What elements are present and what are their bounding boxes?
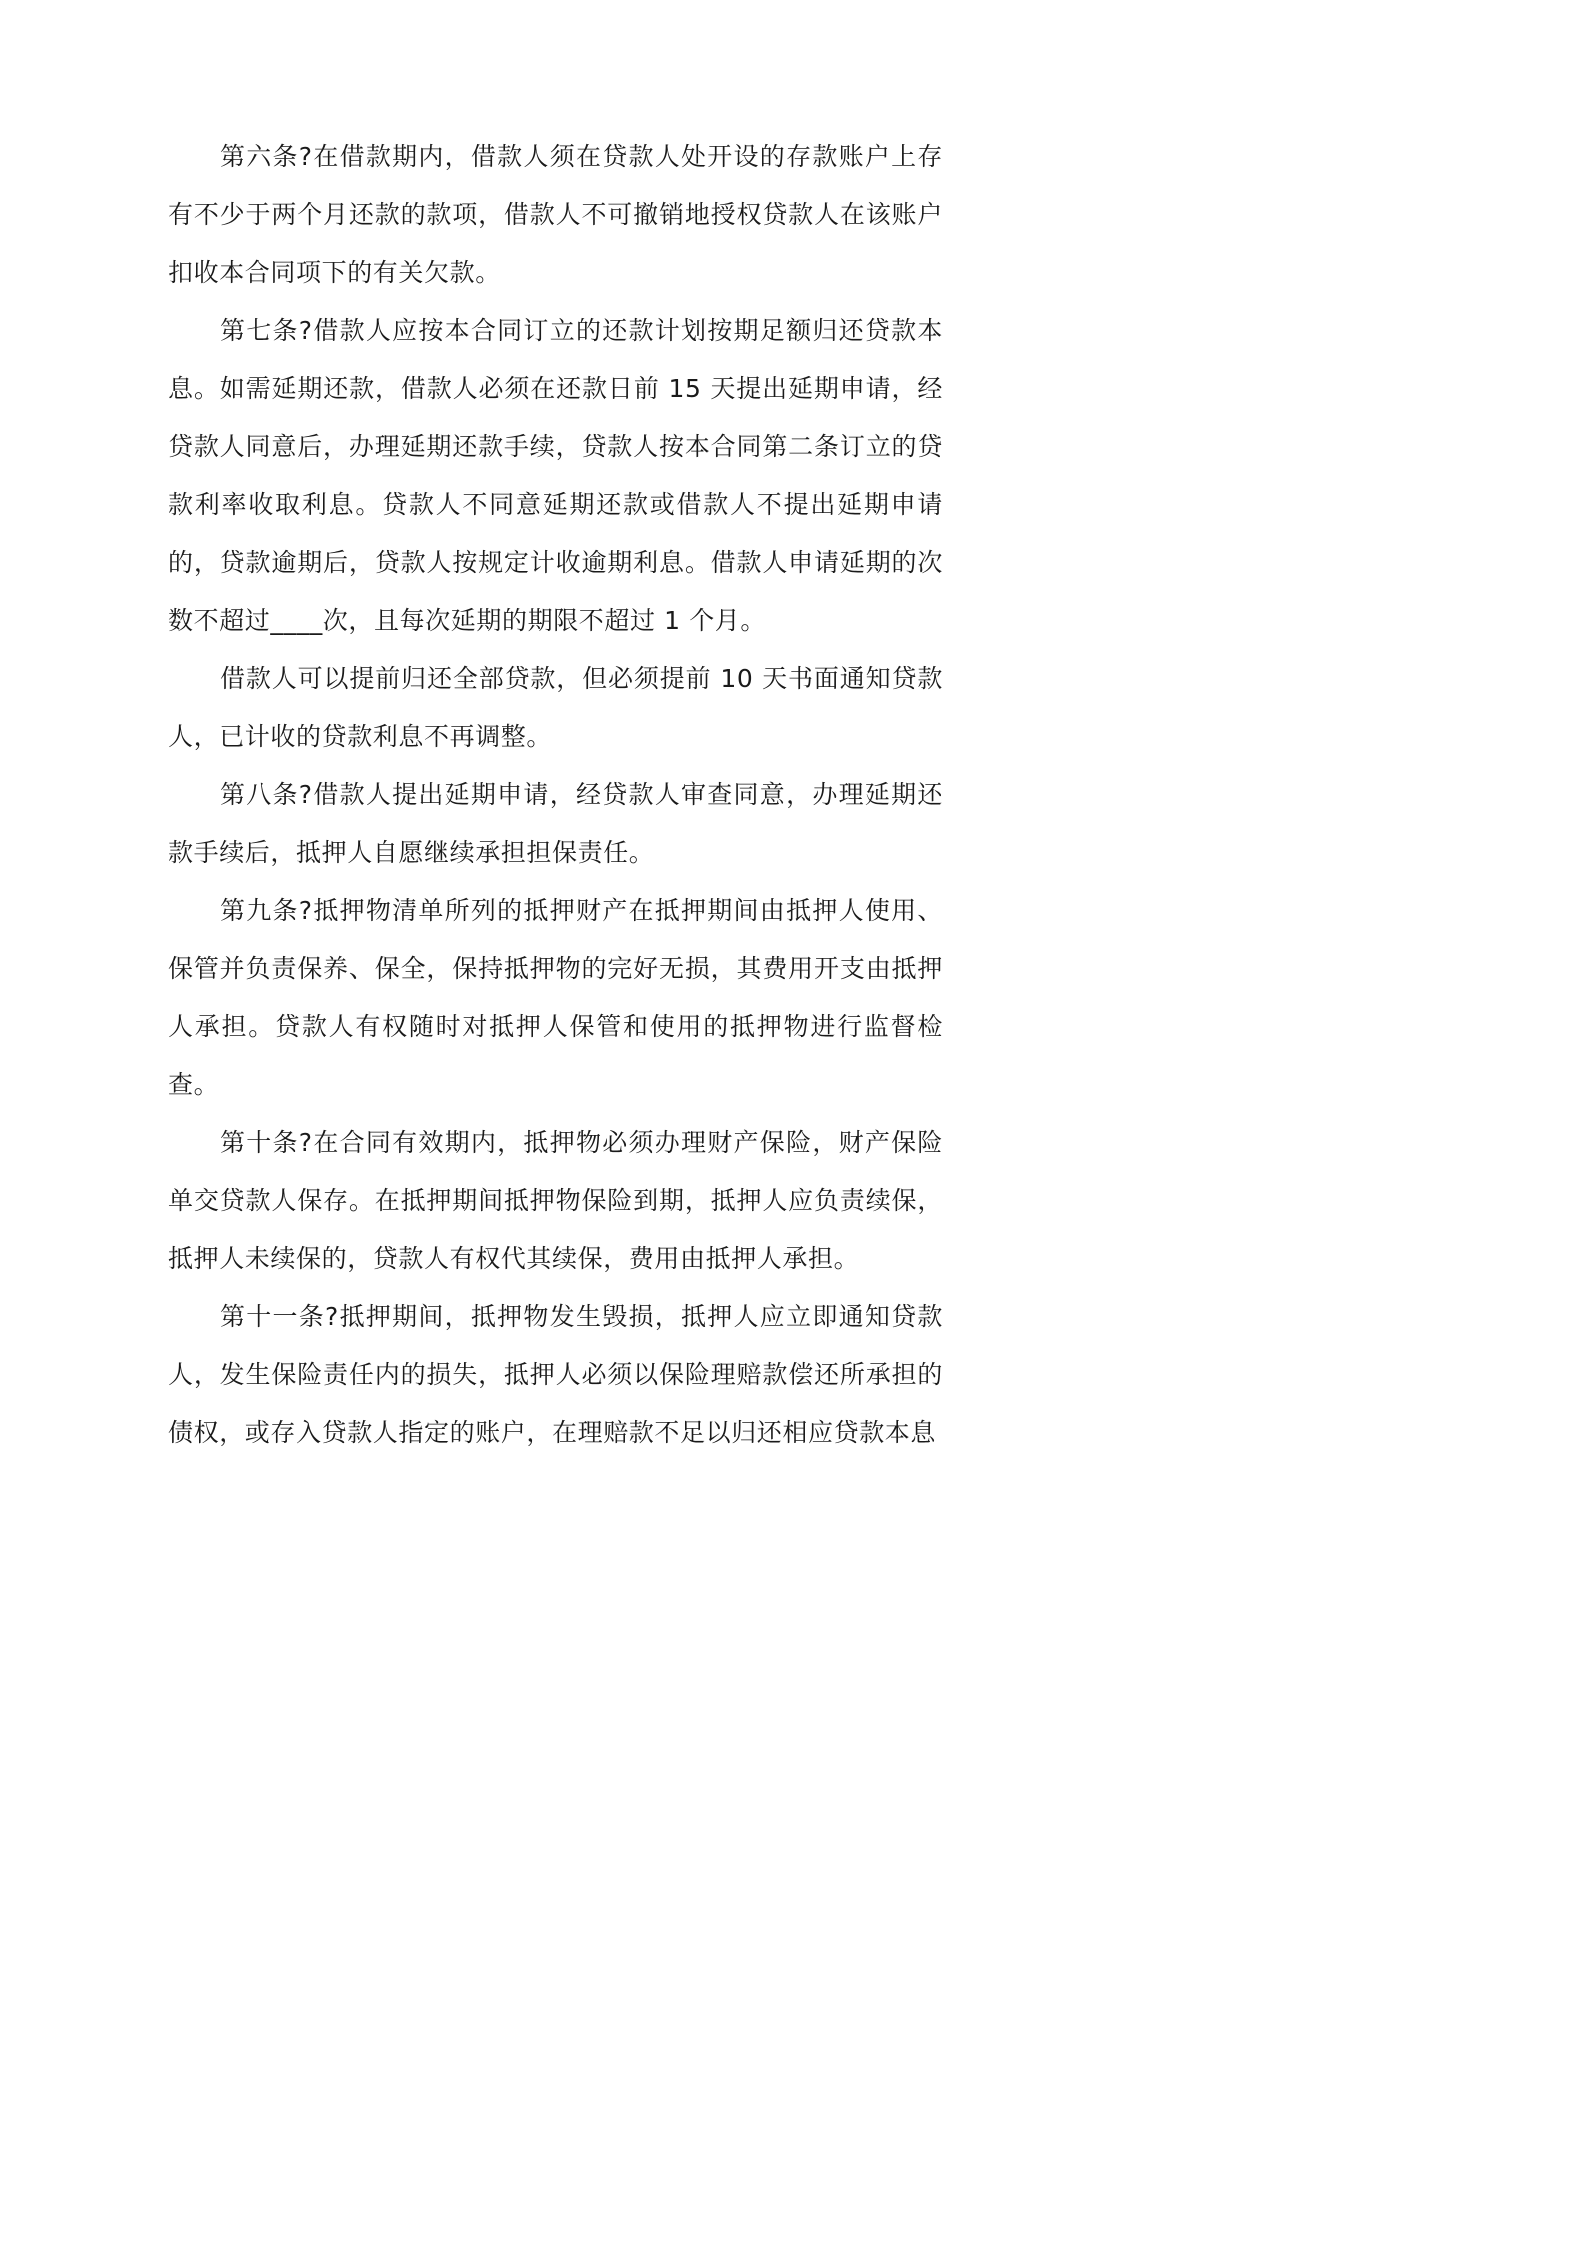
document-page [0, 0, 1103, 1560]
document-body [168, 128, 943, 1462]
paragraph-article-10: 第十条?在合同有效期内，抵押物必须办理财产保险，财产保险单交贷款人保存。在抵押期间抵押物保险到期，抵押人应负责续保，抵押人未续保的，贷款人有权代其续保，费用由抵押人承担。 [168, 1128, 943, 1273]
paragraph-article-9: 第九条?抵押物清单所列的抵押财产在抵押期间由抵押人使用、保管并负责保养、保全，保持抵押物的完好无损，其费用开支由抵押人承担。贷款人有权随时对抵押人保管和使用的抵押物进行监督检查。 [168, 896, 943, 1099]
paragraph-article-8: 第八条?借款人提出延期申请，经贷款人审查同意，办理延期还款手续后，抵押人自愿继续承担担保责任。 [168, 780, 943, 867]
paragraph-article-7: 第七条?借款人应按本合同订立的还款计划按期足额归还贷款本息。如需延期还款，借款人必须在还款日前 15 天提出延期申请，经贷款人同意后，办理延期还款手续，贷款人按本合同第二条订立的贷款利率收取利息。贷款人不同意延期还款或借款人不提出延期申请的，贷款逾期后，贷款人按规定计收逾期利息。借款人申请延期的次数不超过____次，且每次延期的期限不超过 1 个月。 [168, 316, 943, 635]
paragraph-article-11: 第十一条?抵押期间，抵押物发生毁损，抵押人应立即通知贷款人，发生保险责任内的损失，抵押人必须以保险理赔款偿还所承担的债权，或存入贷款人指定的账户，在理赔款不足以归还相应贷款本息 [168, 1302, 943, 1447]
paragraph-early-repayment: 借款人可以提前归还全部贷款，但必须提前 10 天书面通知贷款人，已计收的贷款利息不再调整。 [168, 664, 943, 751]
paragraph-article-6: 第六条?在借款期内，借款人须在贷款人处开设的存款账户上存有不少于两个月还款的款项，借款人不可撤销地授权贷款人在该账户扣收本合同项下的有关欠款。 [168, 142, 943, 287]
